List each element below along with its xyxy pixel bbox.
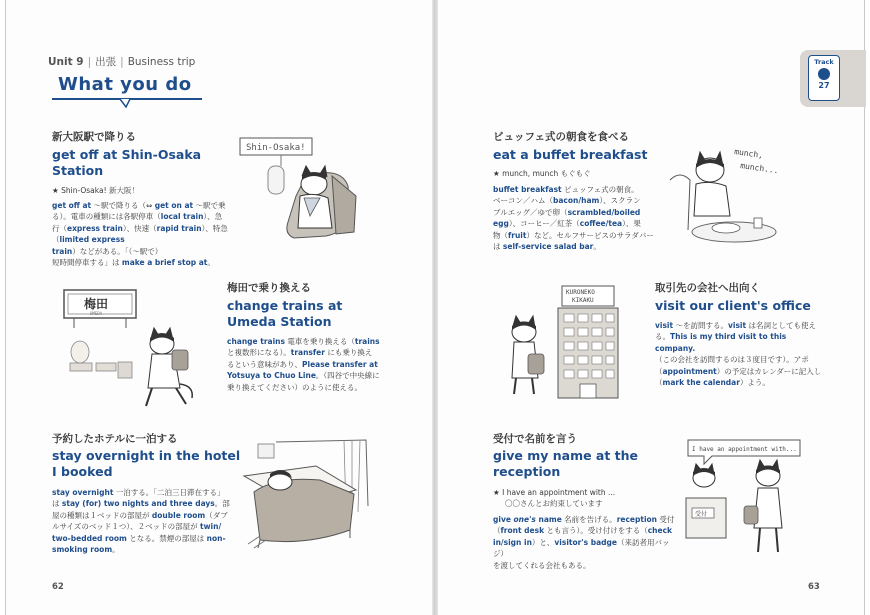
section-title: What you do [58,74,192,95]
station-sign-text: 梅田 [84,297,109,311]
entry-body [52,200,237,268]
body-text: one's [513,515,536,524]
entry-body [52,487,232,555]
body-text: 屋の種類は１ベッドの部屋が [52,510,152,520]
speech-bubble-text: I have an appointment with... [692,446,797,453]
entry-jp-heading: 新大阪駅で降りる [52,131,136,143]
cat-changing-trains-illustration [62,288,222,418]
office-sign-text-1: KURONEKO [566,289,595,296]
entry-body-line [493,195,663,206]
illustration-sign-text: Shin-Osaka! [246,143,306,153]
entry-en-heading [52,448,240,480]
body-text: る。 [655,332,670,342]
entry-body-line [227,370,382,381]
entry-body-line [227,359,382,370]
highlighted-term: visit [727,321,747,330]
entry-en-heading [52,147,201,179]
body-text: ）の予定はカレンダーに記入し [716,366,822,376]
unit-en-title: Business trip [127,56,196,68]
entry-en-heading-line: stay overnight in the hotel [52,448,241,463]
body-text: （ [655,366,663,376]
highlighted-term: Please transfer at [302,359,378,369]
highlighted-term: This is my third visit to this company. [655,332,787,353]
highlighted-term: twin/ [200,522,222,532]
page-number: 62 [52,582,64,592]
entry-en-heading-line: get off at Shin-Osaka [52,147,202,162]
body-text: 短時間停車する」は [52,258,122,268]
entry-body-line [493,218,663,229]
entry-body-line [493,514,678,525]
unit-jp-title: 出張 [95,56,117,68]
page-number: 63 [808,582,820,592]
entry-note [493,487,615,509]
body-text: 。 [593,242,601,252]
entry-body-line [52,521,232,532]
cat-on-train-illustration [236,136,376,246]
office-sign-text-2: KIKAKU [572,297,594,304]
body-text: とも言う）。受け付けをする（ [544,526,648,536]
body-text: 。部 [214,499,230,509]
highlighted-term: front desk [500,526,545,536]
body-text: （ [493,526,501,536]
body-text: ）、快速（ [122,223,157,233]
body-text: 受付 [657,515,675,524]
entry-jp-heading: 予約したホテルに一泊する [52,433,178,445]
highlighted-term: reception [616,515,658,524]
highlighted-term: non- [206,533,226,543]
unit-label: Unit 9 [48,56,84,68]
entry-body-line [655,320,827,331]
entry-jp-heading: 受付で名前を言う [493,433,577,445]
audio-disc-icon [818,68,830,80]
body-text: ルサイズのベッド１つ）、２ベッドの部屋が [52,522,201,532]
cat-visiting-office-illustration [500,280,650,410]
highlighted-term: egg [493,219,509,229]
body-text: るという意味があり、 [227,359,302,369]
entry-body-line [655,377,827,388]
highlighted-term: in/sign in [493,537,532,547]
highlighted-term: two-bedded room [52,533,127,543]
entry-en-heading-line: Station [52,163,104,178]
body-text: 一泊する。「二泊三日滞在する」 [113,488,225,497]
highlighted-term: change trains [227,337,285,346]
highlighted-term: Yotsuya to Chuo Line [227,371,316,381]
entry-note-line: 〇〇さんとお約束しています [505,499,603,508]
entry-body-line [52,211,237,222]
body-text: 行（ [52,223,67,233]
unit-separator: | [120,56,124,68]
highlighted-term: coffee/tea [579,219,623,229]
entry-en-heading [493,448,638,480]
body-text: と複数形になる）。 [227,348,291,358]
entry-body-line [227,347,382,358]
entry-jp-heading: 梅田で乗り換える [227,282,311,294]
highlighted-term: rapid train [156,223,202,233]
cat-in-hotel-bed-illustration [236,436,376,556]
body-text: 物（ [493,230,508,240]
entry-body-line [227,382,382,393]
highlighted-term: limited express train [52,235,125,256]
entry-body-line [52,544,232,555]
entry-jp-heading: ビュッフェ式の朝食を食べる [493,131,629,143]
highlighted-term: mark the calendar [662,378,740,388]
highlighted-term: name [535,515,562,524]
body-text: となる。禁煙の部屋は [126,533,207,543]
highlighted-term: smoking room [52,545,113,555]
station-sign-subtext: UMEDA [90,311,103,316]
body-text: 。 [207,258,215,268]
body-text: ）、果 [622,219,641,229]
cat-at-reception-illustration [682,436,822,566]
unit-header [48,54,195,69]
reception-desk-label: 受付 [695,511,708,518]
entry-en-heading-line: change trains at [227,298,343,313]
cat-eating-breakfast-illustration [660,140,800,250]
body-text: 名前を告げる。 [561,515,617,524]
entry-body-line [655,366,827,377]
body-text: ）など。セルフサービスのサラダバー [526,230,654,240]
highlighted-term: appointment [662,366,717,376]
highlighted-term: check [647,526,673,536]
entry-body-line [493,537,678,560]
entry-body-line [493,241,663,252]
entry-body-line [227,336,382,347]
highlighted-term: local train [160,212,204,222]
body-text: る）。電車の種類には各駅停車（ [52,212,161,222]
body-text: （この会社を訪問するのは３度目です）。アポ [655,355,809,365]
entry-body-line [52,498,232,509]
entry-en-heading [227,298,342,330]
highlighted-term: express train [67,223,123,233]
highlighted-term: stay (for) two nights and three days [61,499,215,509]
entry-body-line [493,525,678,536]
entry-en-heading-line: eat a buffet breakfast [493,147,648,162]
illustration-munch-text-1: munch, [733,147,764,161]
entry-body-line [52,234,237,257]
highlighted-term: make a brief stop at [121,258,208,268]
entry-body-line [52,487,232,498]
entry-body-line [52,533,232,544]
body-text: （ [655,378,663,388]
body-text: は [52,499,62,509]
entry-body-line [52,200,237,211]
body-text: （来訪者用バッジ） [493,537,670,559]
body-text: にも乗り換え [324,348,373,358]
highlighted-term: scrambled/boiled [567,207,641,217]
body-text: ）よう。 [739,378,770,388]
body-text: 。（四谷で中央線に [315,371,380,381]
entry-en-heading-line: visit our client's office [655,298,811,313]
highlighted-term: double room [151,510,206,520]
entry-body [227,336,382,393]
book-gutter [432,0,438,615]
entry-en-heading [493,147,647,163]
body-text: ）、コーヒー／紅茶（ [508,219,580,229]
highlighted-term: stay overnight [52,488,114,497]
highlighted-term: give [493,515,514,524]
body-text: ～駅で降りる（⇔ [91,201,155,210]
entry-en-heading-line: Umeda Station [227,314,332,329]
body-text: ）と、 [531,537,555,547]
entry-jp-heading: 取引先の会社へ出向く [655,282,760,294]
entry-body-line [493,560,678,571]
entry-body-line [493,184,663,195]
entry-body [493,514,678,571]
entry-en-heading [655,298,811,314]
entry-en-heading-line: give my name at the [493,448,639,463]
highlighted-term: visit [655,321,674,330]
entry-body-line [52,223,237,234]
body-text: は [493,242,503,252]
entry-body [655,320,827,388]
body-text: は名詞としても使え [746,321,816,330]
entry-body-line [655,354,827,365]
highlighted-term: get on at [154,201,194,210]
body-text: （ダブ [205,510,228,520]
body-text: ブルエッグ／ゆで卵（ [493,207,568,217]
entry-body-line [655,331,827,354]
highlighted-term: fruit [508,230,527,240]
track-label: Track [814,58,834,66]
entry-en-heading-line: I booked [52,464,113,479]
unit-separator: | [87,56,92,68]
body-text: ）、急 [203,212,223,222]
track-badge[interactable] [808,55,840,101]
body-text: ）、スクラン [599,196,641,206]
highlighted-term: self-service salad bar [502,242,594,252]
body-text: 。 [112,545,120,555]
highlighted-term: buffet breakfast [493,185,562,194]
track-number: 27 [818,81,830,90]
illustration-munch-text-2: munch... [739,161,780,176]
entry-en-heading-line: reception [493,464,561,479]
body-text: 電車を乗り換える（ [284,337,355,346]
body-text: ベーコン／ハム（ [493,196,553,206]
highlighted-term: trains [354,337,380,346]
entry-note: ★ munch, munch もぐもぐ [493,169,591,178]
highlighted-term: get off at [52,201,92,210]
speech-tail-icon [120,99,134,109]
body-text: 乗り換えてください）のように使える。 [227,382,362,392]
entry-body-line [52,510,232,521]
entry-body-line [493,207,663,218]
highlighted-term: transfer [290,348,325,358]
body-text: ～を訪問する。 [673,321,728,330]
body-text: を渡してくれる会社もある。 [493,560,591,570]
highlighted-term: bacon/ham [553,196,600,206]
body-text: ～駅で乗 [193,201,226,210]
entry-note-line: ★ I have an appointment with ... [493,488,616,497]
entry-body-line [493,230,663,241]
entry-body-line [52,257,237,268]
entry-note: ★ Shin-Osaka! 新大阪！ [52,186,139,195]
body-text: ）などがある。「（～駅で） [72,246,163,256]
body-text: ビュッフェ式の朝食。 [561,185,639,194]
highlighted-term: visitor's badge [554,537,617,547]
entry-body [493,184,663,252]
body-text: ）、特急 [201,223,228,233]
body-text: （ [52,235,60,245]
